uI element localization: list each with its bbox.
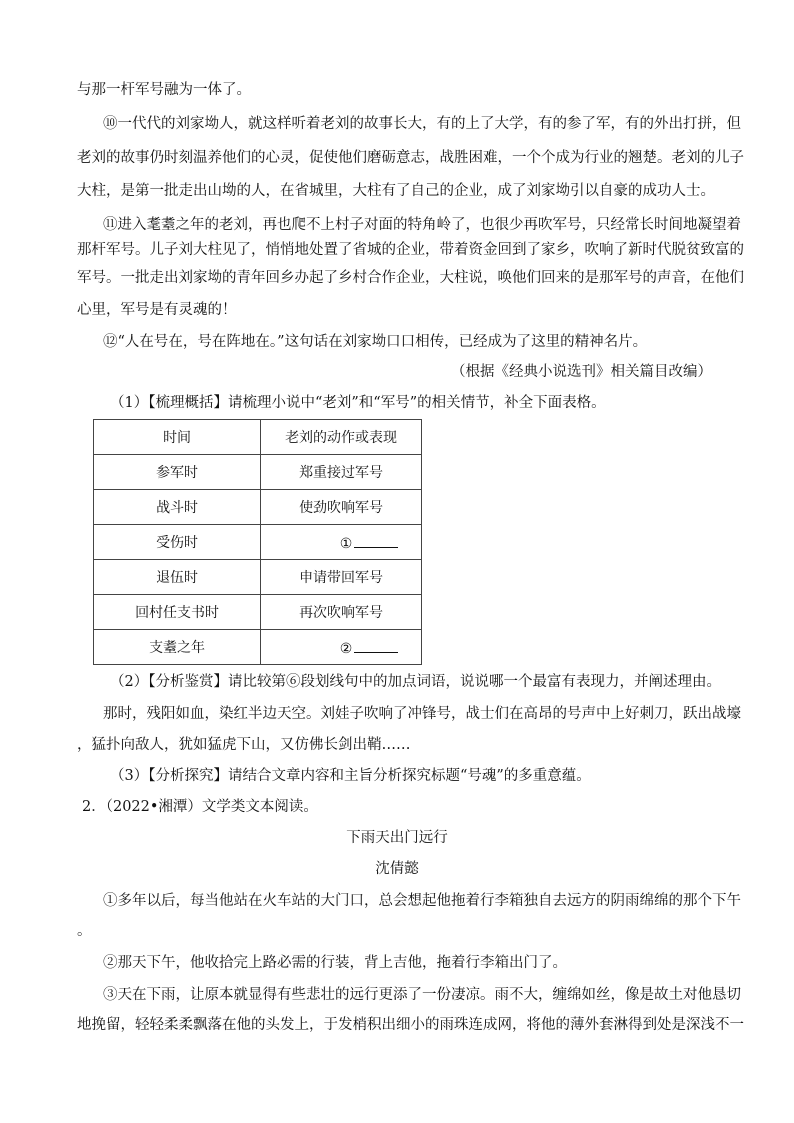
paragraph-11-line-1: ⑪进入耄耋之年的老刘，再也爬不上村子对面的特角岭了，也很少再吹军号，只经常长时间地凝望着 xyxy=(103,217,741,233)
table-row xyxy=(94,560,422,595)
table-cell-action-blank[interactable] xyxy=(261,630,422,665)
table-cell-action: 使劲吹响军号 xyxy=(261,490,422,525)
story-paragraph-2: ②那天下午，他收拾完上路必需的行装，背上吉他，拖着行李箱出门了。 xyxy=(103,955,567,971)
paragraph-10-line-2: 老刘的故事仍时刻温养他们的心灵，促使他们磨砺意志，战胜困难，一个个成为行业的翘楚。老刘的儿子 xyxy=(77,150,744,166)
table-cell-time: 回村任支书时 xyxy=(94,595,261,630)
paragraph-10-line-3: 大柱，是第一批走出山坳的人，在省城里，大柱有了自己的企业，成了刘家坳引以自豪的成功人士。 xyxy=(77,183,715,199)
paragraph-11-line-4: 心里，军号是有灵魂的！ xyxy=(77,302,237,318)
story-title: 下雨天出门远行 xyxy=(346,830,448,846)
excerpt-line-1: 那时，残阳如血，染红半边天空。刘娃子吹响了冲锋号，战士们在高昂的号声中上好刺刀，跃出战壕 xyxy=(103,706,741,722)
story-paragraph-1-line-2: 。 xyxy=(77,923,92,939)
answer-blank[interactable] xyxy=(354,533,398,548)
plot-table xyxy=(93,419,422,665)
table-header-time: 时间 xyxy=(94,420,261,455)
table-row xyxy=(94,525,422,560)
question-1: （1）【梳理概括】请梳理小说中“老刘”和“军号”的相关情节，补全下面表格。 xyxy=(110,395,606,411)
table-cell-time: 退伍时 xyxy=(94,560,261,595)
table-row xyxy=(94,490,422,525)
paragraph-10-line-1: ⑩一代代的刘家坳人，就这样听着老刘的故事长大，有的上了大学，有的参了军，有的外出打拼，但 xyxy=(103,116,741,132)
table-row xyxy=(94,595,422,630)
paragraph-12: ⑫“人在号在，号在阵地在。”这句话在刘家坳口口相传，已经成为了这里的精神名片。 xyxy=(103,334,648,350)
story-paragraph-1-line-1: ①多年以后，每当他站在火车站的大门口，总会想起他拖着行李箱独自去远方的阴雨绵绵的那个下午 xyxy=(103,893,741,909)
table-cell-action: 申请带回军号 xyxy=(261,560,422,595)
table-cell-time: 参军时 xyxy=(94,455,261,490)
blank-number: ② xyxy=(339,640,353,657)
story-author: 沈倩懿 xyxy=(375,861,419,877)
source-note: （根据《经典小说选刊》相关篇目改编） xyxy=(451,364,712,380)
table-cell-time: 支耋之年 xyxy=(94,630,261,665)
table-header-action: 老刘的动作或表现 xyxy=(261,420,422,455)
answer-blank[interactable] xyxy=(354,638,398,653)
item-2-intro: 2．（2022•湘潭）文学类文本阅读。 xyxy=(82,799,318,815)
excerpt-line-2: ，猛扑向敌人，犹如猛虎下山，又仿佛长剑出鞘…… xyxy=(77,737,411,753)
paragraph-line: 与那一杆军号融为一体了。 xyxy=(77,82,251,98)
story-paragraph-3-line-2: 地挽留，轻轻柔柔飘落在他的头发上，于发梢积出细小的雨珠连成网，将他的薄外套淋得到处是深浅不一 xyxy=(77,1017,744,1033)
table-row xyxy=(94,455,422,490)
table-cell-action-blank[interactable] xyxy=(261,525,422,560)
question-2: （2）【分析鉴赏】请比较第⑥段划线句中的加点词语，说说哪一个最富有表现力，并阐述理由。 xyxy=(110,674,721,690)
paragraph-11-line-2: 那杆军号。儿子刘大柱见了，悄悄地处置了省城的企业，带着资金回到了家乡，吹响了新时代脱贫致富的 xyxy=(77,242,744,258)
paragraph-11-line-3: 军号。一批走出刘家坳的青年回乡办起了乡村合作企业，大柱说，唤他们回来的是那军号的声音，在他们 xyxy=(77,270,744,286)
story-paragraph-3-line-1: ③天在下雨，让原本就显得有些悲壮的远行更添了一份凄凉。雨不大，缠绵如丝，像是故土对他恳切 xyxy=(103,987,741,1003)
blank-number: ① xyxy=(339,535,353,552)
table-row xyxy=(94,630,422,665)
table-cell-time: 战斗时 xyxy=(94,490,261,525)
table-cell-action: 再次吹响军号 xyxy=(261,595,422,630)
table-header-row xyxy=(94,420,422,455)
table-cell-action: 郑重接过军号 xyxy=(261,455,422,490)
question-3: （3）【分析探究】请结合文章内容和主旨分析探究标题“号魂”的多重意蕴。 xyxy=(110,768,591,784)
table-cell-time: 受伤时 xyxy=(94,525,261,560)
